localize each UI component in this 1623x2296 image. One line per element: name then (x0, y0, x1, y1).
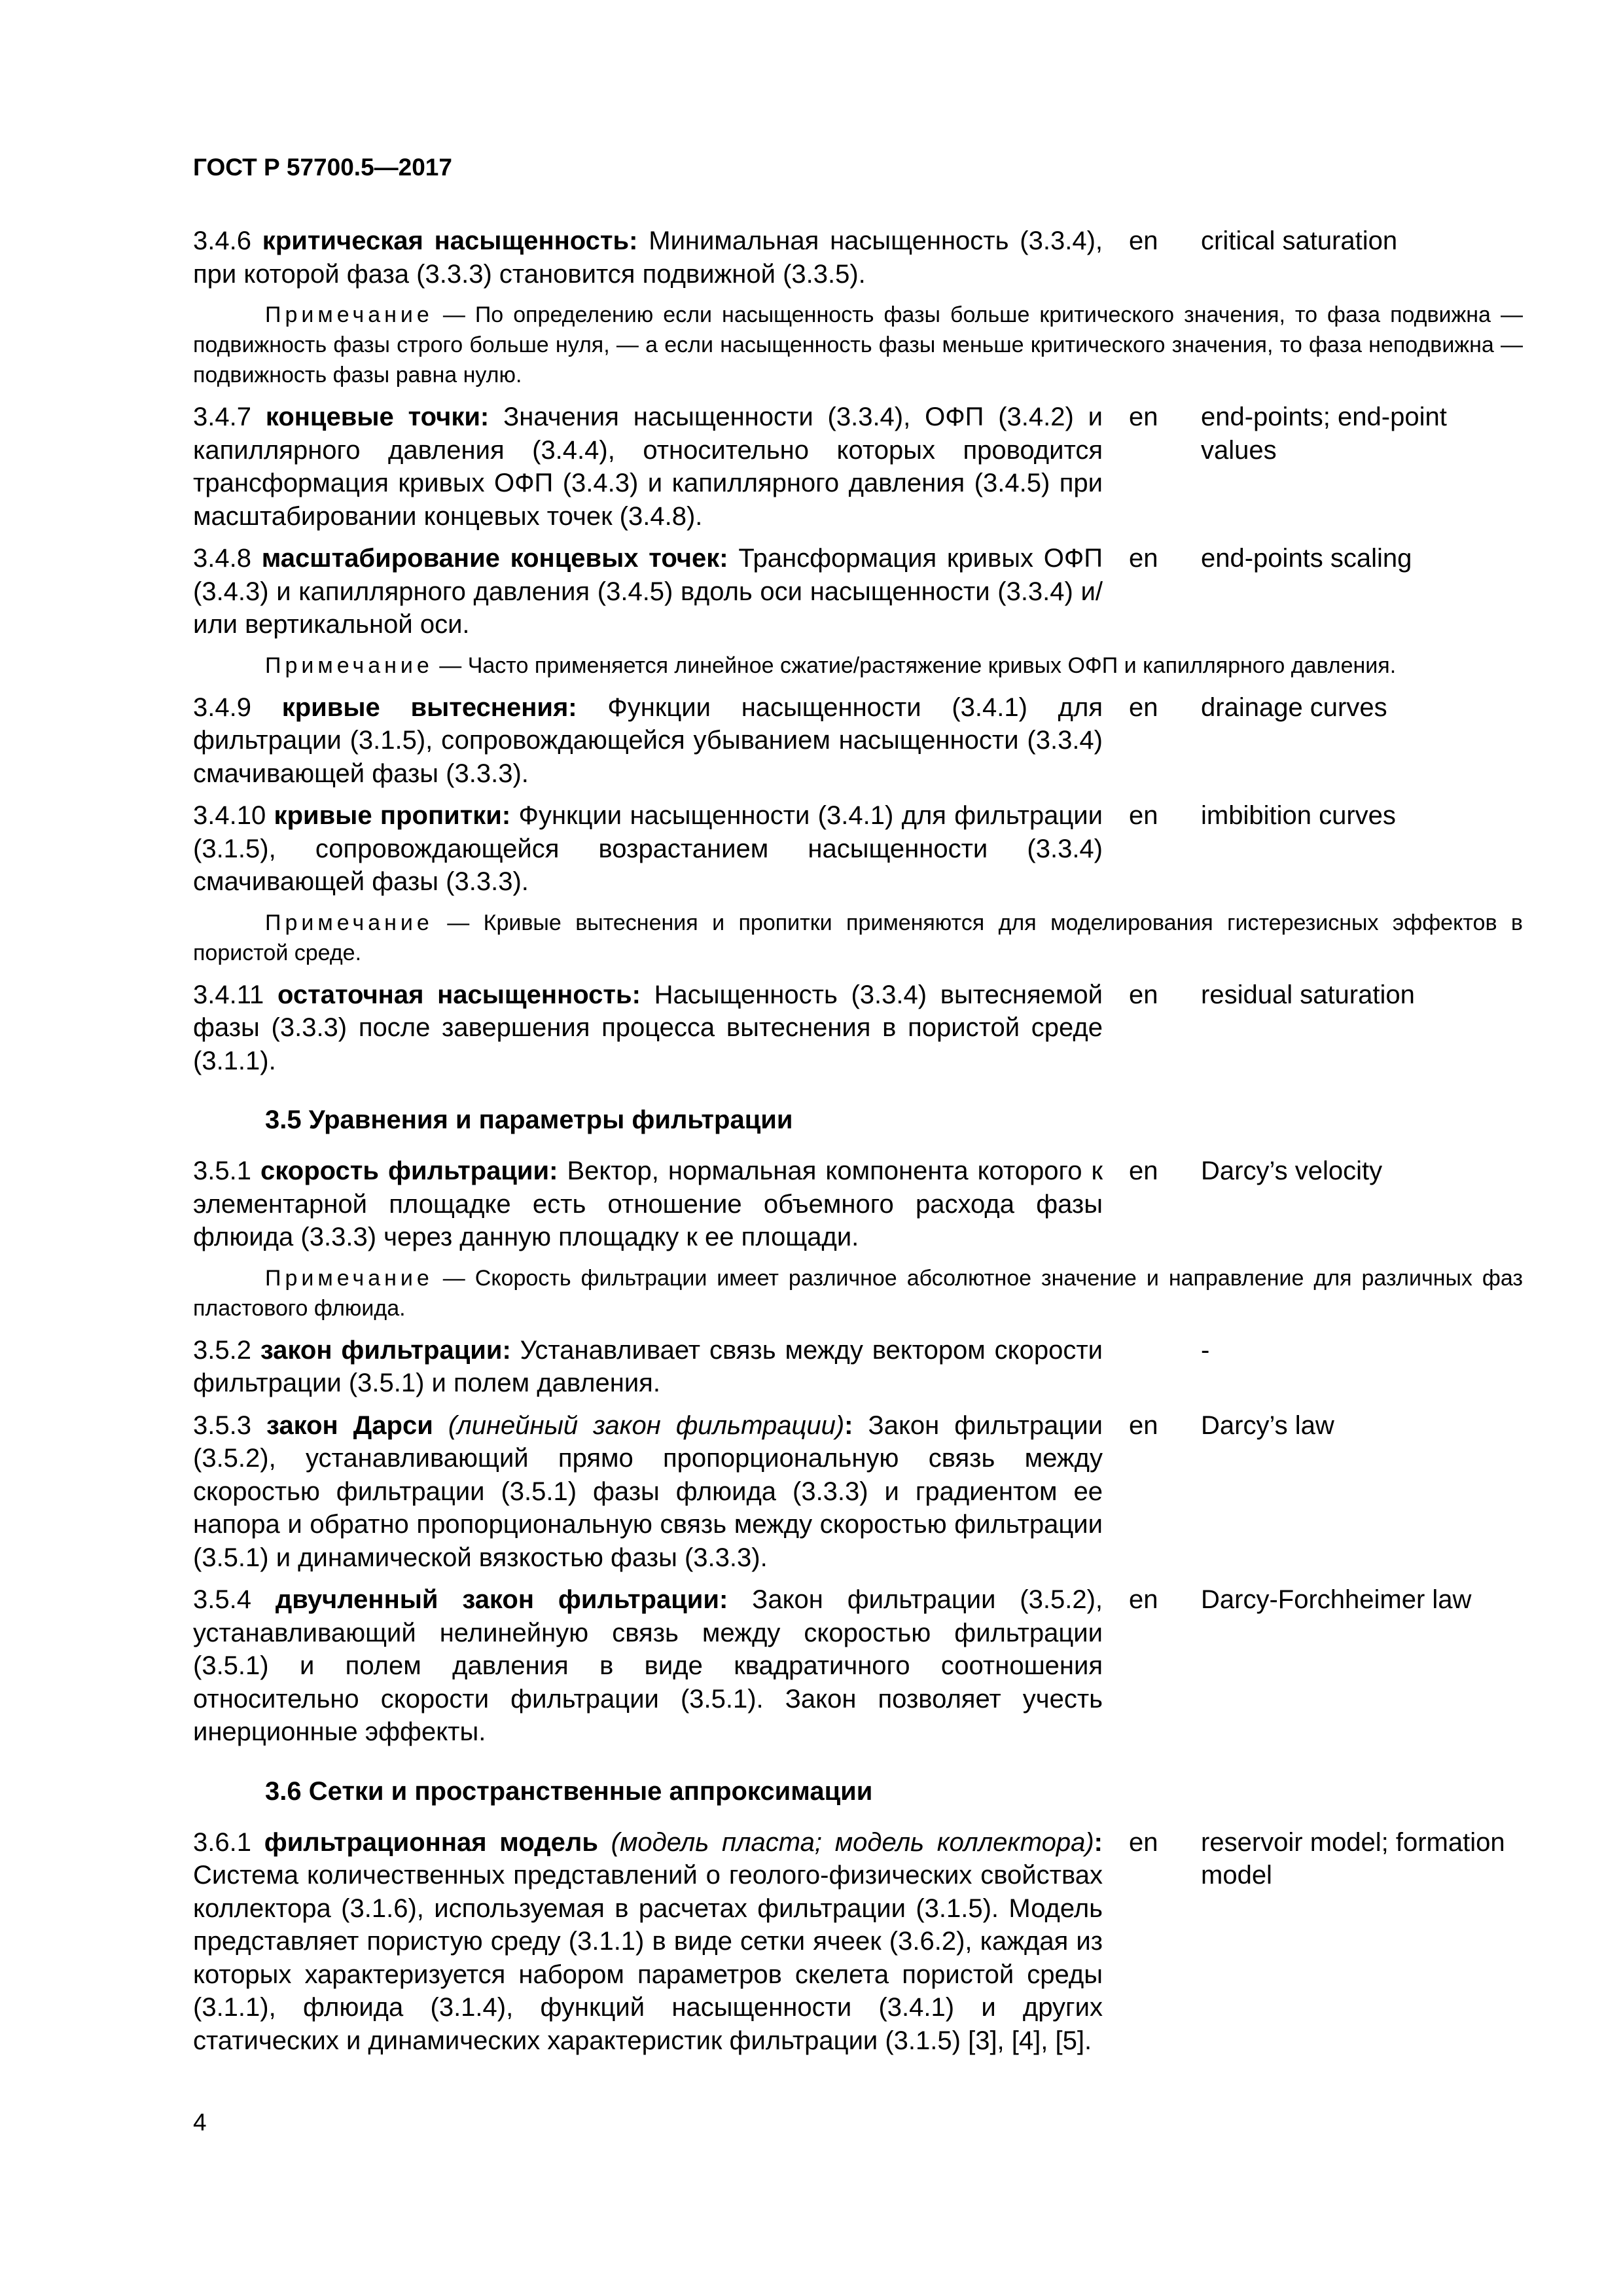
term-equivalent: reservoir model; formation model (1201, 1827, 1505, 1890)
term-entry (193, 1409, 1523, 1575)
document-header: ГОСТ Р 57700.5—2017 (193, 154, 452, 181)
term-body (193, 1334, 1103, 1400)
term-definition: Функции насыщенности (3.4.1) для фильтрации (3.1.5), сопровождающейся возрастанием насыщенности (3.3.4) смачивающей фазы (3.3.3). (193, 801, 1103, 896)
term-entry (193, 1826, 1523, 2058)
term-number: 3.6.1 (193, 1827, 264, 1857)
term-language (1103, 1334, 1201, 1400)
note (193, 908, 1523, 968)
term-name: двучленный закон фильтрации: (275, 1585, 728, 1614)
note-text: — Часто применяется линейное сжатие/растяжение кривых ОФП и капиллярного давления. (439, 653, 1397, 678)
term-entry (193, 691, 1523, 791)
term-language: en (1129, 1157, 1158, 1185)
term-definition: Устанавливает связь между вектором скорости фильтрации (3.5.1) и полем давления. (193, 1335, 1103, 1397)
term-name: масштабирование концевых точек: (261, 544, 728, 573)
term-definition: Вектор, нормальная компонента которого к элементарной площадке есть отношение объемного расхода фазы флюида (3.3.3) через данную площадку к ее площади. (193, 1157, 1103, 1251)
term-body (193, 1409, 1103, 1575)
term-equivalent: end-points; end-point values (1201, 403, 1447, 465)
term-number: 3.4.8 (193, 544, 262, 573)
term-definition: Система количественных представлений о геолого-физических свойствах коллектора (3.1.6), используемая в расчетах фильтрации (3.1.5). Модель представляет пористую среду (3.1.1) в виде сетки ячеек (3.6.2), каждая из которых характеризуется набором параметров скелета пористой среды (3.1.1), флюида (3.1.4), функций насыщенности (3.4.1) и других статических и динамических характеристик фильтрации (3.1.5) [3], [4], [5]. (193, 1861, 1103, 2055)
term-body (193, 542, 1103, 641)
term-name: скорость фильтрации: (260, 1157, 558, 1185)
term-language: en (1129, 544, 1158, 573)
term-body (193, 691, 1103, 791)
term-name: кривые вытеснения: (281, 692, 577, 722)
note-text: — Скорость фильтрации имеет различное абсолютное значение и направление для различных фаз пластового флюида. (193, 1265, 1523, 1321)
term-equivalent: Darcy-Forchheimer law (1201, 1585, 1472, 1614)
page-number: 4 (193, 2109, 207, 2136)
term-name: кривые пропитки: (274, 801, 511, 830)
term-language: en (1129, 980, 1158, 1009)
term-language: en (1129, 226, 1158, 255)
term-body (193, 1583, 1103, 1749)
term-name: критическая насыщенность: (262, 226, 638, 255)
term-equivalent: residual saturation (1201, 980, 1415, 1009)
term-number: 3.4.11 (193, 980, 277, 1009)
term-entry (193, 1155, 1523, 1254)
term-entry (193, 401, 1523, 533)
note-text: — По определению если насыщенность фазы больше критического значения, то фаза подвижна — подвижность фазы строго больше нуля, — а если насыщенность фазы меньше критического значения, то фаза неподвижна — подвижность фазы равна нулю. (193, 302, 1523, 387)
term-equivalent: drainage curves (1201, 692, 1387, 722)
term-equivalent: Darcy’s law (1201, 1410, 1334, 1440)
term-number: 3.4.10 (193, 801, 274, 830)
term-body (193, 1826, 1103, 2058)
term-name: остаточная насыщенность: (277, 980, 641, 1009)
term-language: en (1129, 692, 1158, 722)
term-name: закон Дарси (266, 1410, 433, 1440)
note-label: Примечание (265, 302, 433, 327)
term-language: en (1129, 1410, 1158, 1440)
term-definition: Насыщенность (3.3.4) вытесняемой фазы (3.3.3) после завершения процесса вытеснения в пористой среде (3.1.1). (193, 980, 1103, 1075)
term-synonym: (линейный закон фильтрации) (448, 1410, 845, 1440)
term-number: 3.5.3 (193, 1410, 267, 1440)
term-number: 3.5.1 (193, 1157, 261, 1185)
term-colon: : (844, 1410, 853, 1440)
term-entry (193, 224, 1523, 291)
term-definition: Функции насыщенности (3.4.1) для фильтрации (3.1.5), сопровождающейся убыванием насыщенности (3.3.4) смачивающей фазы (3.3.3). (193, 692, 1103, 788)
note (193, 300, 1523, 390)
term-number: 3.5.2 (193, 1335, 260, 1365)
note-text: — Кривые вытеснения и пропитки применяются для моделирования гистерезисных эффектов в пористой среде. (193, 910, 1523, 965)
term-number: 3.4.9 (193, 692, 282, 722)
term-number: 3.5.4 (193, 1585, 276, 1614)
term-entry (193, 978, 1523, 1078)
term-entry (193, 542, 1523, 641)
term-name: концевые точки: (265, 403, 490, 431)
term-synonym: (модель пласта; модель коллектора) (611, 1827, 1094, 1857)
term-definition: Значения насыщенности (3.3.4), ОФП (3.4.2) и капиллярного давления (3.4.4), относительно которых проводится трансформация кривых ОФП (3.4.3) и капиллярного давления (3.4.5) при масштабировании концевых точек (3.4.8). (193, 403, 1103, 531)
term-entry (193, 799, 1523, 899)
term-equivalent: critical saturation (1201, 226, 1398, 255)
document-content (193, 224, 1523, 2066)
note (193, 651, 1523, 681)
note-label: Примечание (265, 1265, 433, 1291)
term-body (193, 978, 1103, 1078)
term-name: закон фильтрации: (260, 1335, 511, 1365)
note-label: Примечание (265, 653, 433, 678)
term-language: en (1129, 403, 1158, 431)
term-language: en (1129, 801, 1158, 830)
term-equivalent: Darcy’s velocity (1201, 1157, 1383, 1185)
term-equivalent: - (1201, 1335, 1210, 1365)
term-language: en (1129, 1827, 1158, 1857)
term-number: 3.4.6 (193, 226, 262, 255)
term-equivalent: end-points scaling (1201, 544, 1412, 573)
term-body (193, 799, 1103, 899)
term-body (193, 224, 1103, 291)
term-colon: : (1094, 1827, 1103, 1857)
section-heading: 3.5 Уравнения и параметры фильтрации (265, 1105, 793, 1134)
term-language: en (1129, 1585, 1158, 1614)
term-definition: Закон фильтрации (3.5.2), устанавливающий прямо пропорциональную связь между скоростью фильтрации (3.5.1) фазы флюида (3.3.3) и градиентом ее напора и обратно пропорциональную связь между скоростью фильтрации (3.5.1) и динамической вязкостью фазы (3.3.3). (193, 1410, 1103, 1572)
section-heading: 3.6 Сетки и пространственные аппроксимации (265, 1776, 873, 1806)
term-entry (193, 1583, 1523, 1749)
note (193, 1263, 1523, 1323)
term-body (193, 401, 1103, 533)
term-definition: Минимальная насыщенность (3.3.4), при которой фаза (3.3.3) становится подвижной (3.3.5). (193, 226, 1103, 289)
term-definition: Трансформация кривых ОФП (3.4.3) и капиллярного давления (3.4.5) вдоль оси насыщенности (3.3.4) и/или вертикальной оси. (193, 544, 1103, 639)
term-name: фильтрационная модель (264, 1827, 598, 1857)
term-entry (193, 1334, 1523, 1400)
term-body (193, 1155, 1103, 1254)
term-definition: Закон фильтрации (3.5.2), устанавливающий нелинейную связь между скоростью фильтрации (3.5.1) и полем давления в виде квадратичного соотношения относительно скорости фильтрации (3.5.1). Закон позволяет учесть инерционные эффекты. (193, 1585, 1103, 1746)
term-number: 3.4.7 (193, 403, 266, 431)
note-label: Примечание (265, 910, 433, 935)
term-equivalent: imbibition curves (1201, 801, 1396, 830)
